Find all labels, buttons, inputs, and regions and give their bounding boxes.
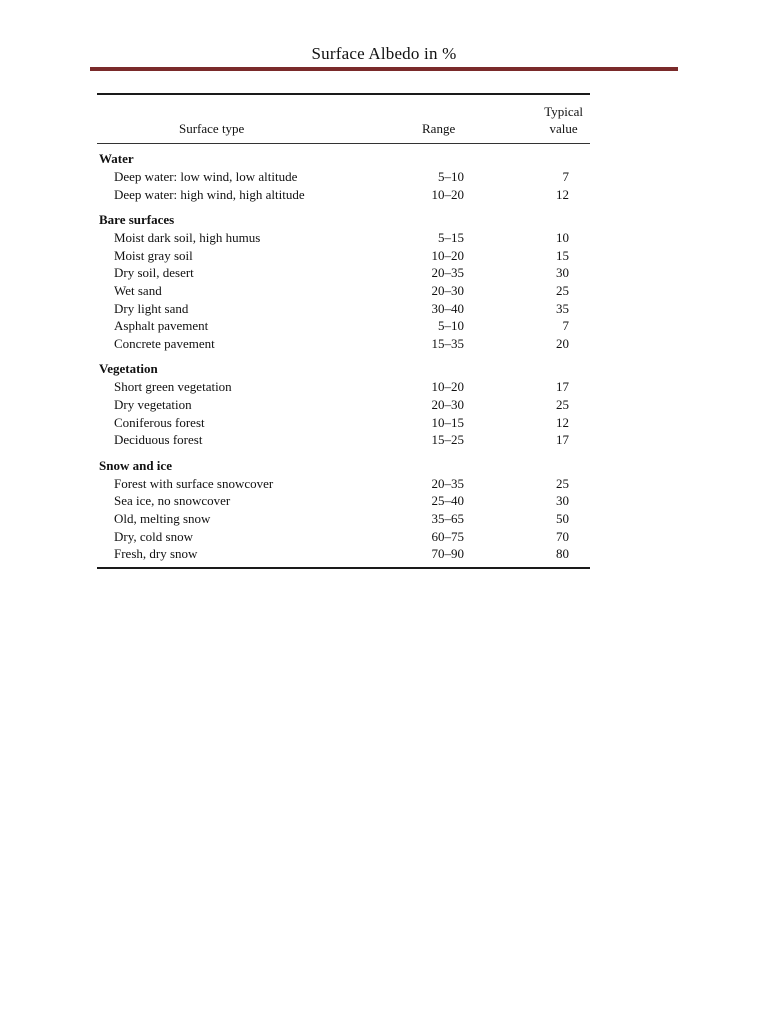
- surface-type-cell: Moist dark soil, high humus: [114, 230, 261, 246]
- typical-value-cell: 7: [562, 169, 569, 184]
- title-divider: [90, 67, 678, 71]
- range-cell: 60–75: [431, 528, 464, 544]
- typical-value-cell: 25: [556, 282, 569, 298]
- table-header: [97, 95, 590, 143]
- group-heading: Snow and ice: [99, 457, 172, 473]
- table-row: [97, 168, 590, 186]
- range-cell: 10–20: [431, 247, 464, 263]
- header-typical-value: [544, 103, 583, 137]
- range-cell: 25–40: [431, 493, 464, 509]
- range-cell: 10–20: [431, 186, 464, 202]
- surface-type-cell: Wet sand: [114, 282, 162, 298]
- group-heading: Water: [99, 151, 134, 166]
- surface-type-cell: Concrete pavement: [114, 335, 215, 351]
- table-row: [97, 378, 590, 396]
- typical-value-cell: 12: [556, 186, 569, 202]
- table-group: [97, 360, 590, 448]
- typical-value-cell: 25: [556, 396, 569, 412]
- range-cell: 15–35: [431, 335, 464, 351]
- typical-value-cell: 30: [556, 265, 569, 281]
- surface-type-cell: Fresh, dry snow: [114, 546, 198, 562]
- range-cell: 10–15: [431, 414, 464, 430]
- table-group: [97, 150, 590, 203]
- typical-value-cell: 7: [562, 318, 569, 334]
- typical-value-cell: 35: [556, 300, 569, 316]
- surface-type-cell: Dry light sand: [114, 300, 189, 316]
- surface-type-cell: Asphalt pavement: [114, 318, 209, 334]
- table-row: [97, 475, 590, 493]
- range-cell: 20–35: [431, 265, 464, 281]
- table-body: [97, 144, 590, 567]
- typical-value-cell: 80: [556, 546, 569, 562]
- table-row: [97, 229, 590, 247]
- table-row: [97, 396, 590, 414]
- typical-value-cell: 17: [556, 379, 569, 395]
- range-cell: 20–30: [431, 396, 464, 412]
- table-group: [97, 457, 590, 563]
- typical-value-cell: 25: [556, 475, 569, 491]
- table-row: [97, 300, 590, 318]
- typical-value-cell: 17: [556, 432, 569, 448]
- typical-value-cell: 30: [556, 493, 569, 509]
- table-row: [97, 247, 590, 265]
- table-row: [97, 335, 590, 353]
- table-row: [97, 264, 590, 282]
- surface-type-cell: Sea ice, no snowcover: [114, 493, 231, 509]
- surface-type-cell: Old, melting snow: [114, 510, 211, 526]
- typical-value-cell: 10: [556, 230, 569, 246]
- range-cell: 70–90: [431, 546, 464, 562]
- table-row: [97, 510, 590, 528]
- table-row: [97, 492, 590, 510]
- range-cell: 10–20: [431, 379, 464, 395]
- range-cell: 20–35: [431, 475, 464, 491]
- header-typical-line2: value: [549, 121, 578, 136]
- table-row: [97, 186, 590, 204]
- table-bottom-rule: [97, 567, 590, 569]
- typical-value-cell: 70: [556, 528, 569, 544]
- surface-type-cell: Deep water: low wind, low altitude: [114, 169, 298, 184]
- range-cell: 30–40: [431, 300, 464, 316]
- surface-type-cell: Dry vegetation: [114, 396, 192, 412]
- table-row: [97, 528, 590, 546]
- page-title: Surface Albedo in %: [311, 44, 457, 63]
- table-row: [97, 282, 590, 300]
- surface-type-cell: Moist gray soil: [114, 247, 193, 263]
- table-group: [97, 211, 590, 352]
- surface-type-cell: Forest with surface snowcover: [114, 475, 274, 491]
- surface-type-cell: Dry, cold snow: [114, 528, 193, 544]
- group-heading: Vegetation: [99, 361, 158, 377]
- range-cell: 35–65: [431, 510, 464, 526]
- range-cell: 5–10: [438, 169, 464, 184]
- range-cell: 5–10: [438, 318, 464, 334]
- range-cell: 15–25: [431, 432, 464, 448]
- range-cell: 20–30: [431, 282, 464, 298]
- header-typical-line1: Typical: [544, 104, 583, 119]
- typical-value-cell: 20: [556, 335, 569, 351]
- group-heading: Bare surfaces: [99, 212, 175, 228]
- surface-type-cell: Dry soil, desert: [114, 265, 194, 281]
- header-range: Range: [422, 121, 456, 136]
- range-cell: 5–15: [438, 230, 464, 246]
- albedo-table: [97, 93, 590, 569]
- table-row: [97, 317, 590, 335]
- surface-type-cell: Coniferous forest: [114, 414, 205, 430]
- table-row: [97, 431, 590, 449]
- surface-type-cell: Deep water: high wind, high altitude: [114, 186, 305, 202]
- typical-value-cell: 15: [556, 247, 569, 263]
- typical-value-cell: 12: [556, 414, 569, 430]
- typical-value-cell: 50: [556, 510, 569, 526]
- surface-type-cell: Deciduous forest: [114, 432, 203, 448]
- surface-type-cell: Short green vegetation: [114, 379, 232, 395]
- header-surface-type: Surface type: [179, 121, 245, 136]
- table-row: [97, 414, 590, 432]
- table-row: [97, 545, 590, 563]
